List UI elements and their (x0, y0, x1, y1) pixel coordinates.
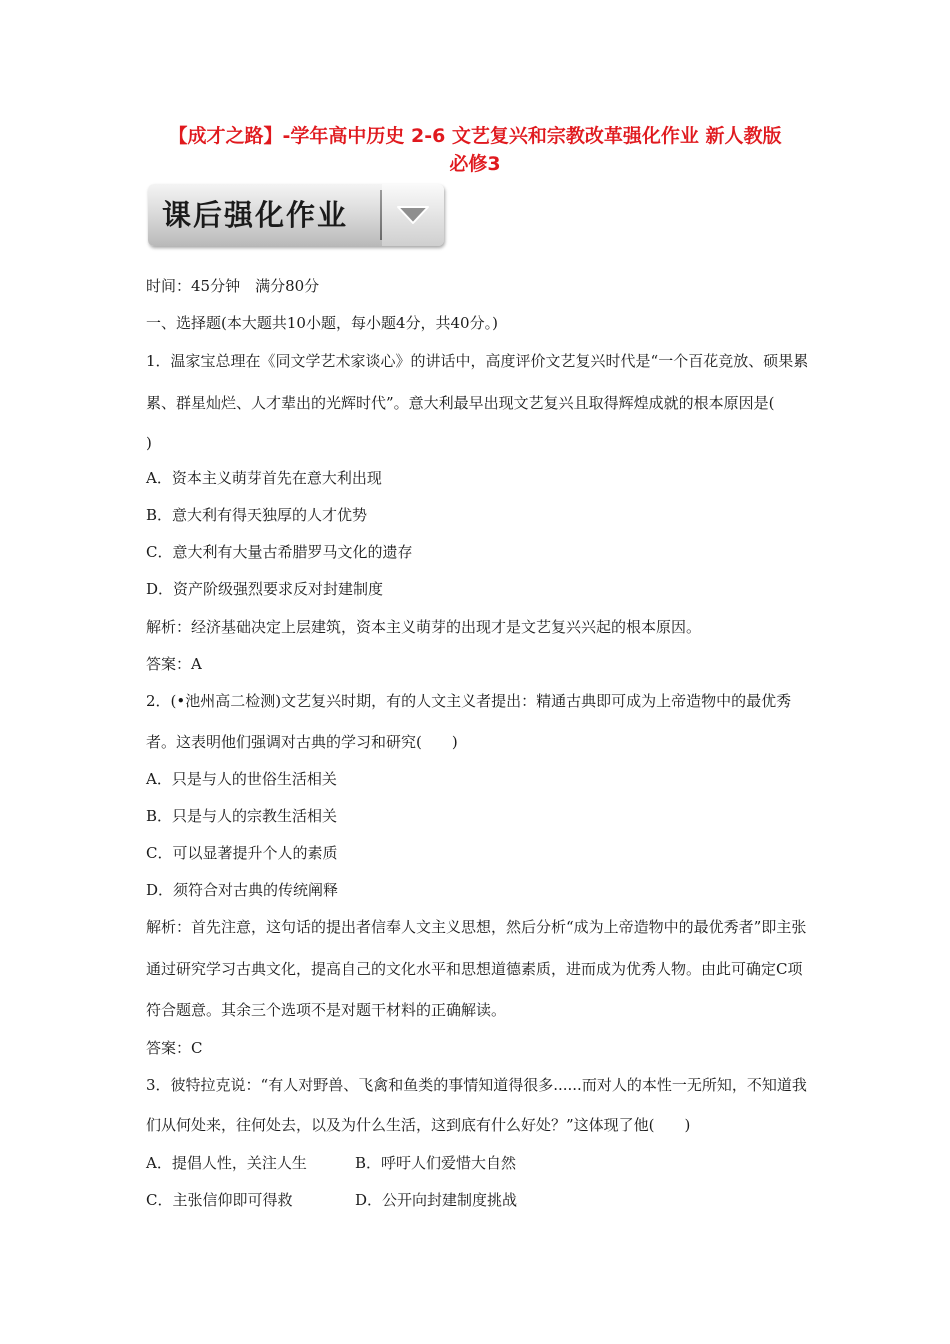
q2-option-b: B．只是与人的宗教生活相关 (146, 807, 338, 825)
q3-stem-line-1: 3．彼特拉克说：“有人对野兽、飞禽和鱼类的事情知道得很多......而对人的本性一无所知，不知道我 (146, 1076, 807, 1094)
q2-answer: 答案：C (146, 1039, 203, 1057)
time-limit: 时间：45分钟 满分80分 (146, 277, 320, 295)
q1-option-a: A．资本主义萌芽首先在意大利出现 (146, 469, 382, 487)
q3-option-d: D．公开向封建制度挑战 (355, 1191, 518, 1209)
q3-option-c: C．主张信仰即可得救 (146, 1191, 293, 1209)
q1-option-d: D．资产阶级强烈要求反对封建制度 (146, 580, 384, 598)
banner-dropdown (382, 184, 444, 246)
q1-answer: 答案：A (146, 655, 202, 673)
title-line-1: 【成才之路】-学年高中历史 2-6 文艺复兴和宗教改革强化作业 新人教版 (168, 125, 782, 147)
q3-option-b: B．呼吁人们爱惜大自然 (355, 1154, 517, 1172)
q1-option-c: C．意大利有大量古希腊罗马文化的遗存 (146, 543, 413, 561)
q2-stem-line-2: 者。这表明他们强调对古典的学习和研究( ) (146, 733, 458, 751)
q2-option-c: C．可以显著提升个人的素质 (146, 844, 338, 862)
q1-stem-line-3: ) (146, 434, 152, 452)
q2-stem-line-1: 2．(•池州高二检测)文艺复兴时期，有的人文主义者提出：精通古典即可成为上帝造物中的最优秀 (146, 692, 792, 710)
q1-stem-line-2: 累、群星灿烂、人才辈出的光辉时代”。意大利最早出现文艺复兴且取得辉煌成就的根本原因是( (146, 394, 775, 412)
q2-analysis-line-3: 符合题意。其余三个选项不是对题干材料的正确解读。 (146, 1001, 507, 1019)
section-heading: 一、选择题(本大题共10小题，每小题4分，共40分。) (146, 314, 498, 332)
homework-banner (148, 184, 444, 246)
q2-analysis-line-2: 通过研究学习古典文化，提高自己的文化水平和思想道德素质，进而成为优秀人物。由此可确定C项 (146, 960, 803, 978)
chevron-down-icon (396, 204, 430, 226)
q2-option-a: A．只是与人的世俗生活相关 (146, 770, 337, 788)
q1-stem-line-1: 1．温家宝总理在《同文学艺术家谈心》的讲话中，高度评价文艺复兴时代是“一个百花竞放、硕果累 (146, 352, 809, 370)
q2-option-d: D．须符合对古典的传统阐释 (146, 881, 339, 899)
q1-analysis: 解析：经济基础决定上层建筑，资本主义萌芽的出现才是文艺复兴兴起的根本原因。 (146, 618, 702, 636)
banner-label: 课后强化作业 (162, 198, 349, 232)
title-line-2: 必修3 (449, 153, 501, 175)
q2-analysis-line-1: 解析：首先注意，这句话的提出者信奉人文主义思想，然后分析“成为上帝造物中的最优秀者”即主张 (146, 918, 807, 936)
q3-option-a: A．提倡人性，关注人生 (146, 1154, 307, 1172)
q3-stem-line-2: 们从何处来，往何处去，以及为什么生活，这到底有什么好处？”这体现了他( ) (146, 1116, 691, 1134)
document-title (140, 122, 810, 178)
q1-option-b: B．意大利有得天独厚的人才优势 (146, 506, 368, 524)
